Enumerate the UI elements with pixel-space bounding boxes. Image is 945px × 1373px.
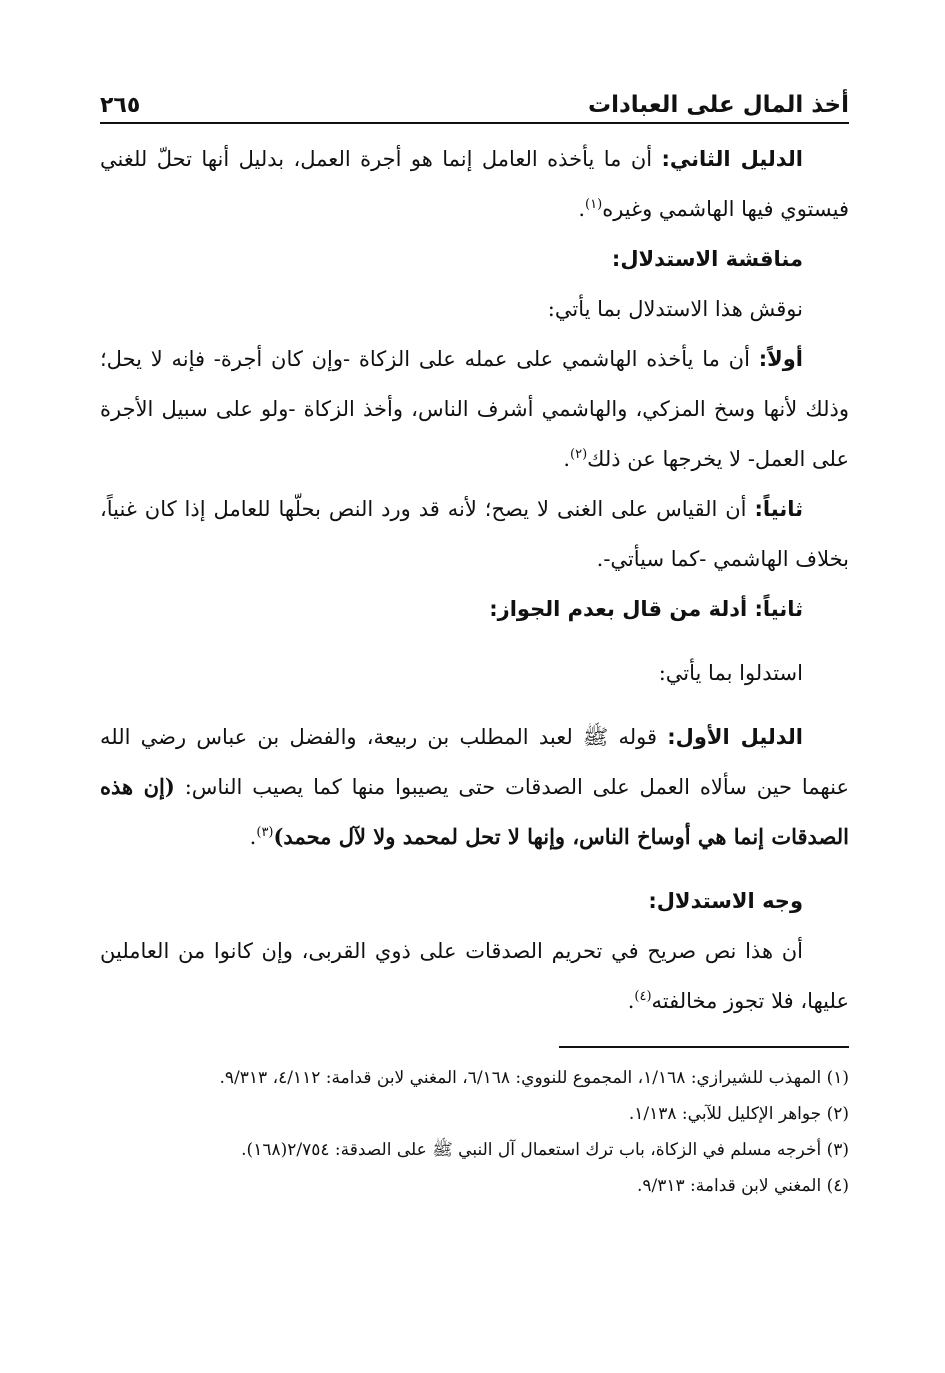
footnote-ref-1: (١) <box>585 197 603 212</box>
paragraph-second-evidence: الدليل الثاني: أن ما يأخذه العامل إنما هو أجرة العمل، بدليل أنها تحلّ للغني فيستوي فيها الهاشمي وغيره$^{(١)}$. <box>100 147 849 221</box>
first-evidence-text: قوله ﷺ لعبد المطلب بن ربيعة، والفضل بن عباس رضي الله عنهما حين سألاه العمل على الصدقات حتى يصيبوا منها كما يصيب الناس: <box>100 725 849 799</box>
footnotes <box>100 1060 849 1204</box>
paragraph-inference: أن هذا نص صريح في تحريم الصدقات على ذوي القربى، وإن كانوا من العاملين عليها، فلا تجوز مخالفته$^{(٤)}$. <box>100 939 849 1013</box>
footnote-ref-2: (٢) <box>570 447 588 462</box>
book-page <box>100 92 849 1204</box>
hadith-quote: (إن هذه الصدقات إنما هي أوساخ الناس، وإنها لا تحل لمحمد ولا لآل محمد) <box>100 774 849 849</box>
footnote-2: (٢) جواهر الإكليل للآبي: ١/١٣٨. <box>628 1104 849 1124</box>
footnote-separator <box>559 1046 849 1048</box>
inference-text: أن هذا نص صريح في تحريم الصدقات على ذوي القربى، وإن كانوا من العاملين عليها، فلا تجوز مخالفته <box>100 939 849 1013</box>
second-point-label: ثانياً: <box>754 497 803 521</box>
first-point-label: أولاً: <box>758 347 803 371</box>
heading-opponents-evidence: ثانياً: أدلة من قال بعدم الجواز: <box>489 597 803 621</box>
paragraph-discussion-intro: نوقش هذا الاستدلال بما يأتي: <box>547 297 803 321</box>
second-evidence-text: أن ما يأخذه العامل إنما هو أجرة العمل، بدليل أنها تحلّ للغني فيستوي فيها الهاشمي وغيره <box>100 147 849 221</box>
footnote-3: (٣) أخرجه مسلم في الزكاة، باب ترك استعمال آل النبي ﷺ على الصدقة: ٢/٧٥٤(١٦٨). <box>241 1140 849 1160</box>
paragraph-evidence-intro: استدلوا بما يأتي: <box>658 661 803 685</box>
footnote-ref-4: (٤) <box>634 989 652 1004</box>
running-header <box>100 92 849 124</box>
paragraph-second-point <box>100 484 849 584</box>
page-number: ٢٦٥ <box>100 93 141 118</box>
first-point-text: أن ما يأخذه الهاشمي على عمله على الزكاة -وإن كان أجرة- فإنه لا يحل؛ وذلك لأنها وسخ المزكي، والهاشمي أشرف الناس، وأخذ الزكاة -ولو على سبيل الأجرة على العمل- لا يخرجها عن ذلك <box>100 347 849 471</box>
footnote-4: (٤) المغني لابن قدامة: ٩/٣١٣. <box>636 1176 849 1196</box>
footnote-ref-3: (٣) <box>256 825 274 840</box>
running-title: أخذ المال على العبادات <box>588 92 849 118</box>
paragraph-first-evidence: الدليل الأول: قوله ﷺ لعبد المطلب بن ربيعة، والفضل بن عباس رضي الله عنهما حين سألاه العمل على الصدقات حتى يصيبوا منها كما يصيب الناس: (إن هذه الصدقات إنما هي أوساخ الناس، وإنها لا تحل لمحمد ولا لآل محمد)$^{(٣)}$. <box>100 725 849 849</box>
second-point-text: أن القياس على الغنى لا يصح؛ لأنه قد ورد النص بحلّها للعامل إذا كان غنياً، بخلاف الهاشمي -كما سيأتي-. <box>100 497 849 571</box>
heading-discussion: مناقشة الاستدلال: <box>611 247 803 271</box>
paragraph-first-point: أولاً: أن ما يأخذه الهاشمي على عمله على الزكاة -وإن كان أجرة- فإنه لا يحل؛ وذلك لأنها وسخ المزكي، والهاشمي أشرف الناس، وأخذ الزكاة -ولو على سبيل الأجرة على العمل- لا يخرجها عن ذلك$^{(٢)}$. <box>100 347 849 471</box>
footnote-1: (١) المهذب للشيرازي: ١/١٦٨، المجموع للنووي: ٦/١٦٨، المغني لابن قدامة: ٤/١١٢، ٩/٣١٣. <box>219 1068 849 1088</box>
second-evidence-label: الدليل الثاني: <box>661 147 804 171</box>
first-evidence-label: الدليل الأول: <box>667 725 803 749</box>
heading-inference: وجه الاستدلال: <box>648 889 803 913</box>
